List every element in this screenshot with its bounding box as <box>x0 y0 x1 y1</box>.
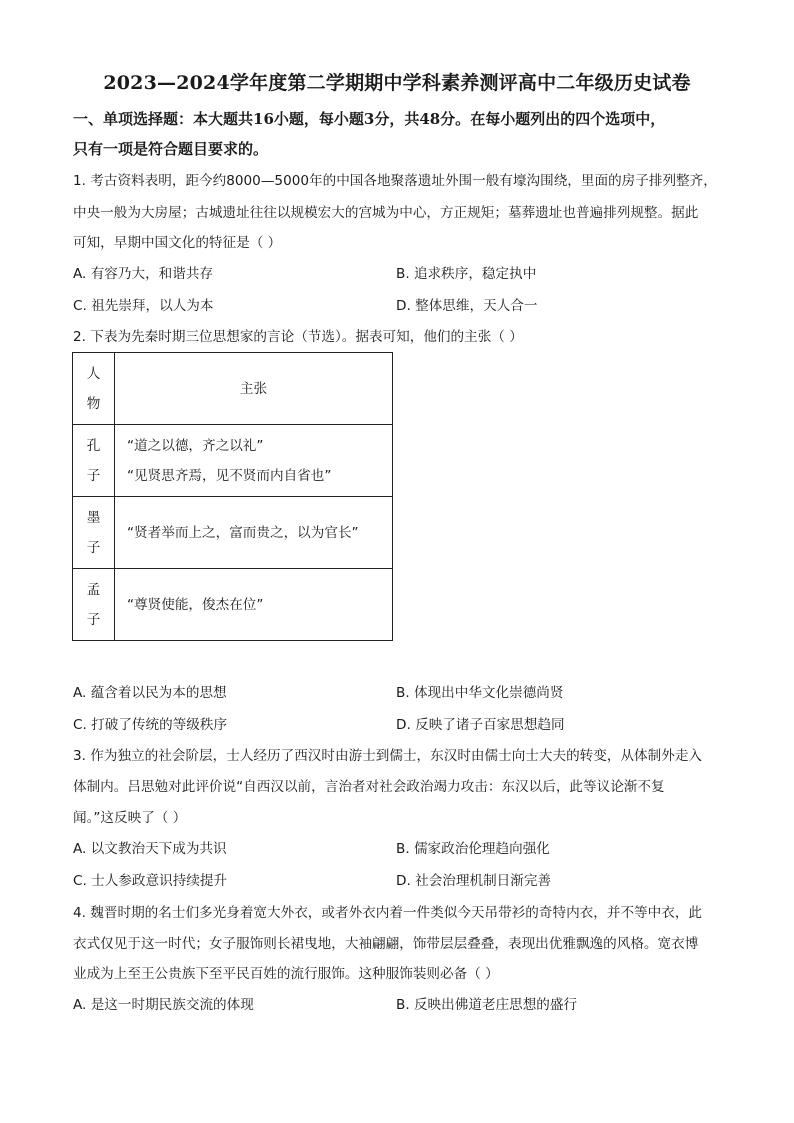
q1-stem-line-1: 1. 考古资料表明，距今约8000—5000年的中国各地聚落遗址外围一般有壕沟围绕，里面的房子排列整齐， <box>73 173 717 189</box>
header-who-char-1: 人 <box>86 365 101 382</box>
header-who-cell <box>73 353 115 425</box>
view-quote: “尊贤使能，俊杰在位” <box>127 596 264 613</box>
q4-stem-line-3: 业成为上至王公贵族下至平民百姓的流行服饰。这种服饰装则必备（ ） <box>73 966 499 982</box>
q2-option-a[interactable]: A. 蕴含着以民为本的思想 <box>73 685 227 701</box>
q3-stem-line-1: 3. 作为独立的社会阶层，士人经历了西汉时由游士到儒士，东汉时由儒士向士大夫的转变，从体制外走入 <box>73 748 703 764</box>
q4-stem-line-1: 4. 魏晋时期的名士们多光身着宽大外衣，或者外衣内着一件类似今天吊带衫的奇特内衣，并不等中衣，此 <box>73 905 703 921</box>
who-char: 孔 <box>86 437 101 454</box>
q3-option-d[interactable]: D. 社会治理机制日渐完善 <box>396 873 552 889</box>
q1-option-a[interactable]: A. 有容乃大，和谐共存 <box>73 266 214 282</box>
who-cell <box>73 569 115 641</box>
header-who-char-2: 物 <box>86 395 101 412</box>
who-char: 墨 <box>86 509 101 526</box>
q1-stem-line-3: 可知，早期中国文化的特征是（ ） <box>73 235 282 251</box>
view-quote: “道之以德，齐之以礼” <box>127 437 264 454</box>
section-heading-line-1: 一、单项选择题：本大题共16小题，每小题3分，共48分。在每小题列出的四个选项中， <box>73 110 666 128</box>
q3-stem-line-3: 闻。”这反映了（ ） <box>73 810 187 826</box>
view-quote: “贤者举而上之，富而贵之，以为官长” <box>127 524 359 541</box>
header-view-cell: 主张 <box>115 353 393 425</box>
section-heading-line-2: 只有一项是符合题目要求的。 <box>73 140 269 158</box>
thinkers-table <box>72 352 393 641</box>
q3-option-b[interactable]: B. 儒家政治伦理趋向强化 <box>396 841 550 857</box>
who-char: 子 <box>86 467 101 484</box>
q2-stem: 2. 下表为先秦时期三位思想家的言论（节选）。据表可知，他们的主张（ ） <box>73 329 523 345</box>
q1-option-d[interactable]: D. 整体思维，天人合一 <box>396 298 538 314</box>
page-title: 2023—2024学年度第二学期期中学科素养测评高中二年级历史试卷 <box>103 72 691 94</box>
q2-option-d[interactable]: D. 反映了诸子百家思想趋同 <box>396 717 565 733</box>
who-cell <box>73 425 115 497</box>
q2-option-b[interactable]: B. 体现出中华文化崇德尚贤 <box>396 685 564 701</box>
table-header-row <box>73 353 393 425</box>
q1-option-b[interactable]: B. 追求秩序，稳定执中 <box>396 266 537 282</box>
who-char: 子 <box>86 611 101 628</box>
q2-option-c[interactable]: C. 打破了传统的等级秩序 <box>73 717 228 733</box>
table-row <box>73 569 393 641</box>
q4-stem-line-2: 衣式仅见于这一时代；女子服饰则长裙曳地，大袖翩翩，饰带层层叠叠，表现出优雅飘逸的风格。宽衣博 <box>73 936 699 952</box>
view-cell <box>115 425 393 497</box>
q3-stem-line-2: 体制内。吕思勉对此评价说“自西汉以前，言治者对社会政治竭力攻击：东汉以后，此等议论渐不复 <box>73 779 665 795</box>
who-char: 孟 <box>86 581 101 598</box>
table-row <box>73 497 393 569</box>
q3-option-a[interactable]: A. 以文教治天下成为共识 <box>73 841 227 857</box>
q1-stem-line-2: 中央一般为大房屋；古城遗址往往以规模宏大的宫城为中心，方正规矩；墓葬遗址也普遍排列规整。据此 <box>73 205 699 221</box>
view-cell <box>115 497 393 569</box>
who-char: 子 <box>86 539 101 556</box>
table-row <box>73 425 393 497</box>
q4-option-b[interactable]: B. 反映出佛道老庄思想的盛行 <box>396 997 578 1013</box>
view-quote: “见贤思齐焉，见不贤而内自省也” <box>127 467 332 484</box>
q1-option-c[interactable]: C. 祖先崇拜，以人为本 <box>73 298 214 314</box>
q4-option-a[interactable]: A. 是这一时期民族交流的体现 <box>73 997 254 1013</box>
view-cell <box>115 569 393 641</box>
who-cell <box>73 497 115 569</box>
q3-option-c[interactable]: C. 士人参政意识持续提升 <box>73 873 228 889</box>
